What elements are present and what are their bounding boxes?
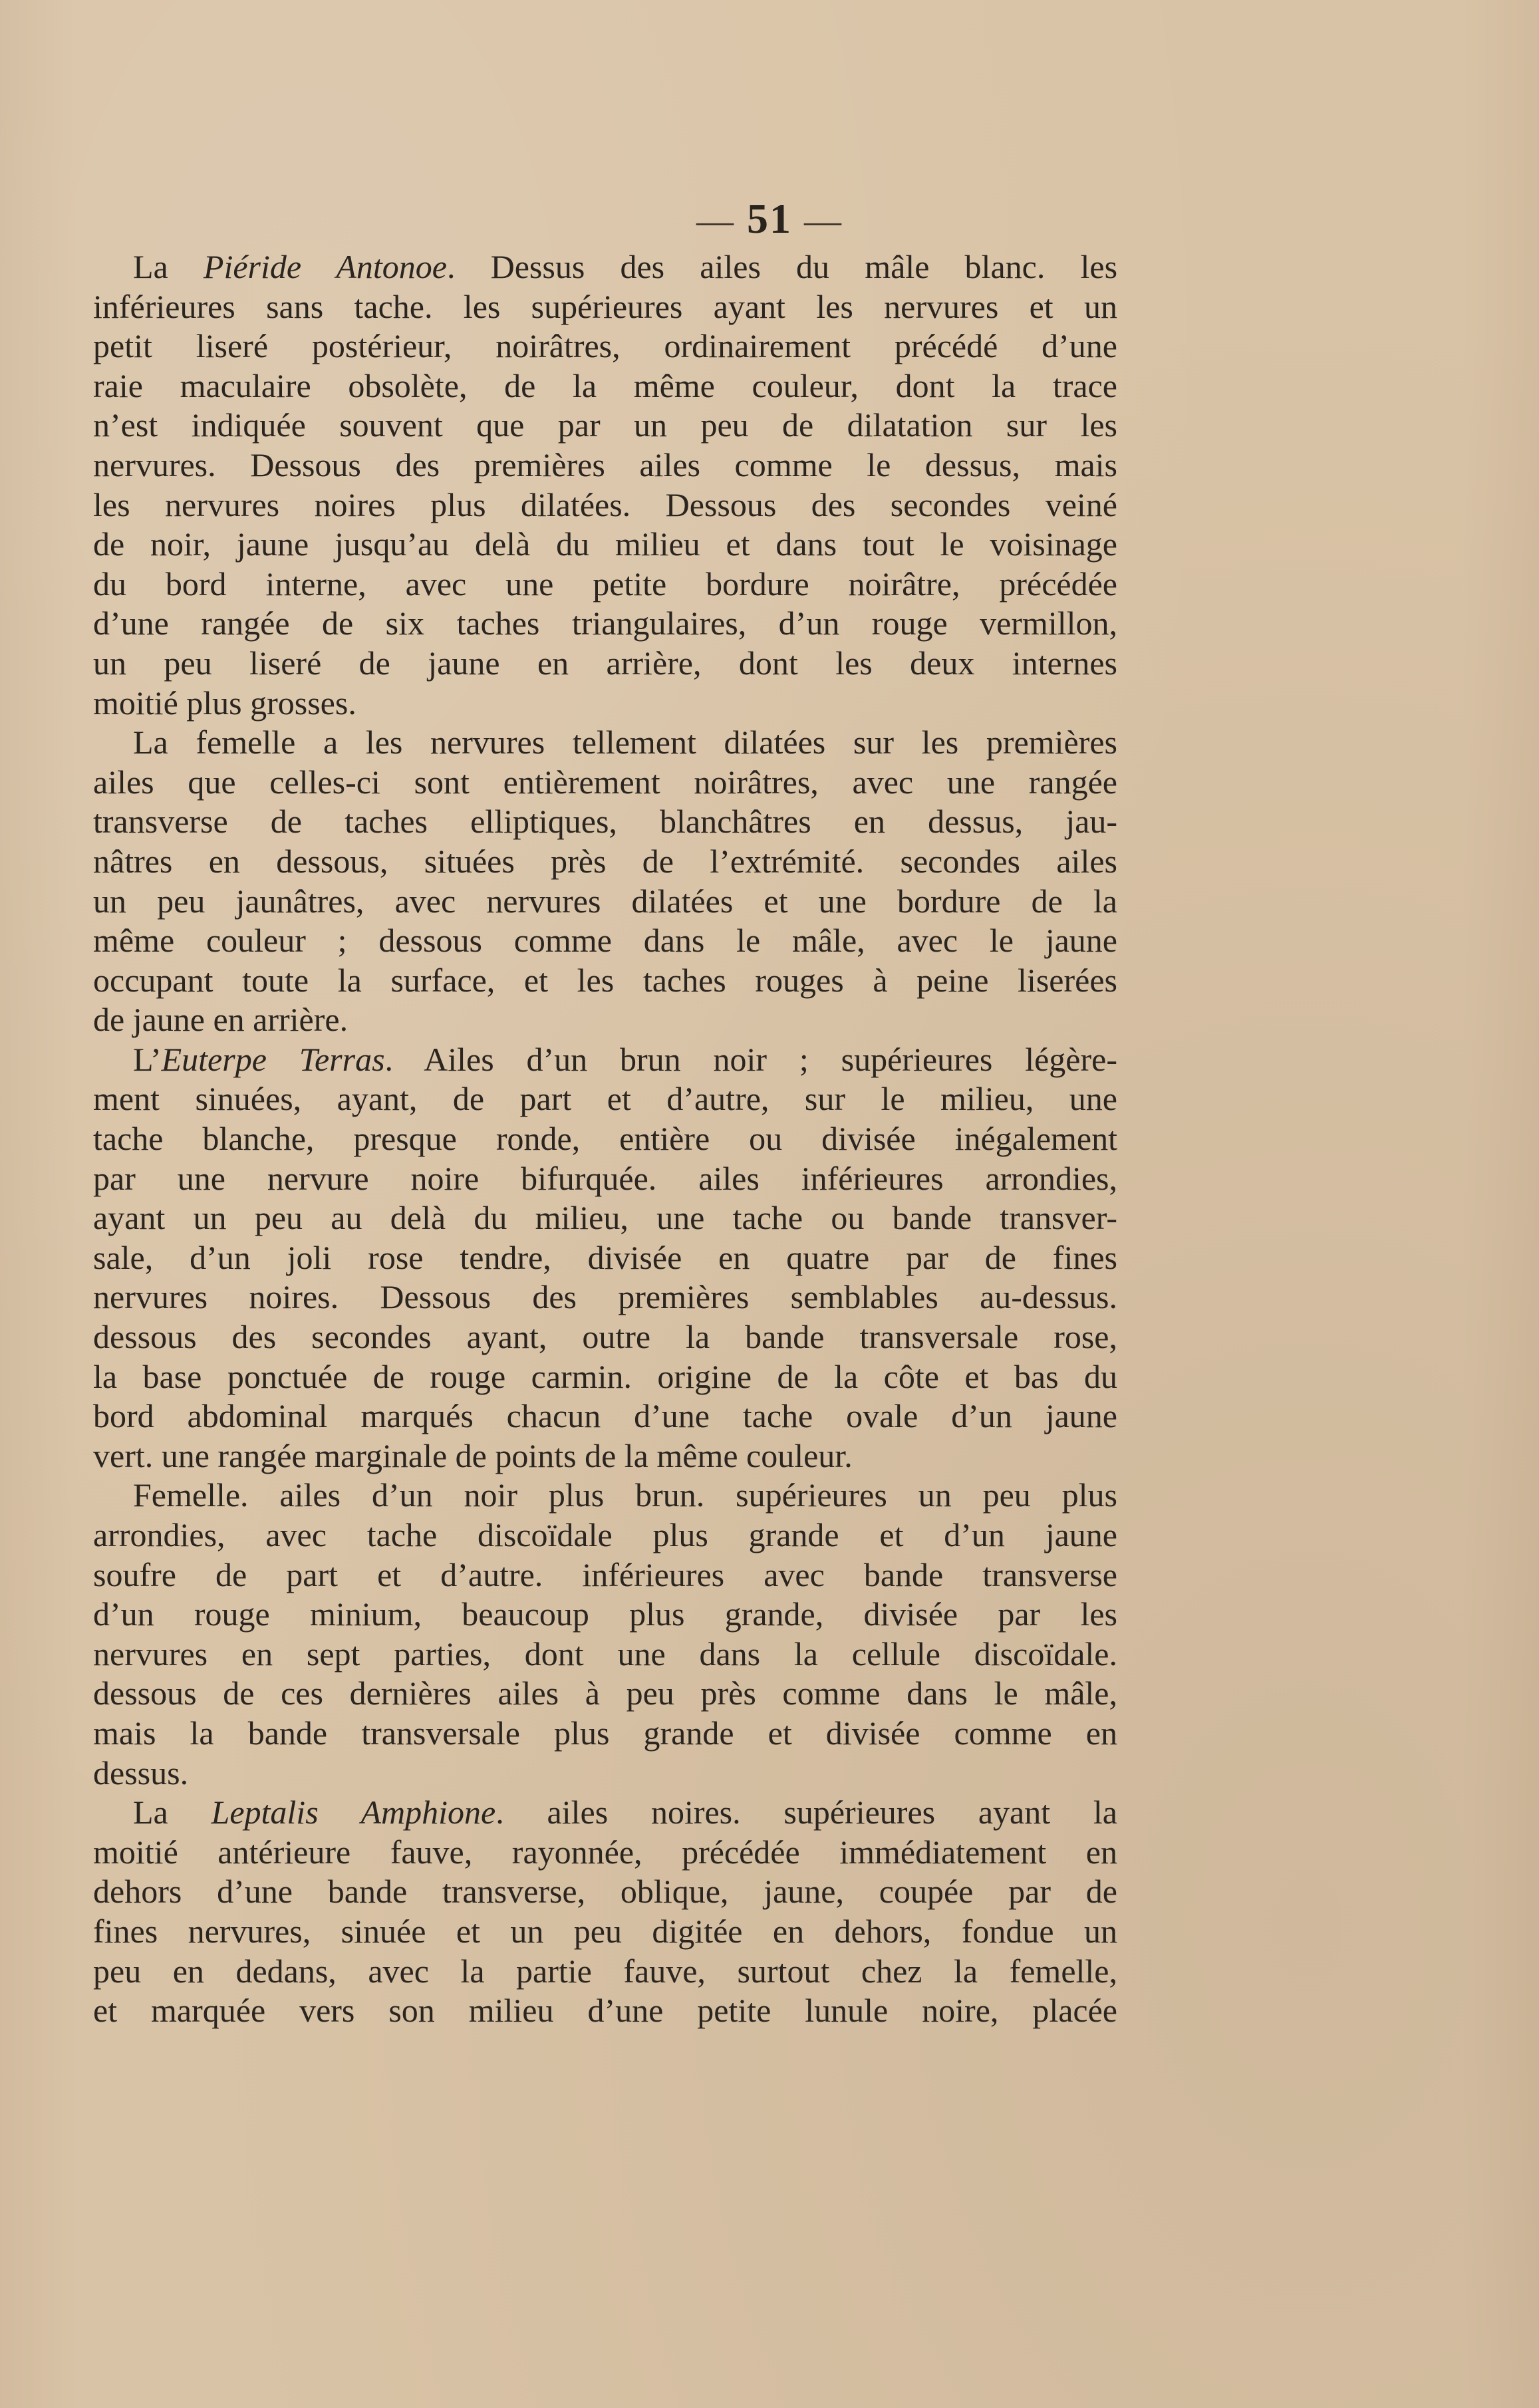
text-line bbox=[93, 1516, 1117, 1555]
text-segment: inférieures sans tache. les supérieures ayant les nervures et un bbox=[93, 287, 1117, 325]
text-segment: occupant toute la surface, et les taches rouges à peine liserées bbox=[93, 961, 1117, 999]
text-segment: d’un rouge minium, beaucoup plus grande, divisée par les bbox=[93, 1595, 1117, 1633]
text-segment: moitié antérieure fauve, rayonnée, précédée immédiatement en bbox=[93, 1833, 1117, 1871]
text-segment: mais la bande transversale plus grande et divisée comme en bbox=[93, 1714, 1117, 1752]
text-line bbox=[93, 1872, 1117, 1912]
text-line bbox=[93, 1317, 1117, 1357]
species-name: Piéride Antonoe bbox=[203, 248, 447, 285]
page-number: 51 bbox=[747, 195, 792, 242]
text-segment: dessous des secondes ayant, outre la bande transversale rose, bbox=[93, 1318, 1117, 1356]
text-segment: sale, d’un joli rose tendre, divisée en quatre par de fines bbox=[93, 1238, 1117, 1276]
text-line bbox=[93, 604, 1117, 644]
text-line bbox=[93, 366, 1117, 406]
text-line bbox=[93, 1674, 1117, 1714]
text-segment: petit liseré postérieur, noirâtres, ordinairement précédé d’une bbox=[93, 327, 1117, 365]
text-line bbox=[93, 1357, 1117, 1397]
text-line bbox=[93, 327, 1117, 366]
text-segment: moitié plus grosses. bbox=[93, 684, 356, 722]
text-line bbox=[93, 1555, 1117, 1595]
text-line bbox=[93, 1714, 1117, 1754]
text-segment: transverse de taches elliptiques, blanchâtres en dessus, jau- bbox=[93, 803, 1117, 841]
text-line bbox=[93, 1238, 1117, 1278]
text-segment: . ailes noires. supérieures ayant la bbox=[495, 1794, 1117, 1831]
text-line bbox=[93, 406, 1117, 446]
text-line bbox=[93, 485, 1117, 525]
text-segment: même couleur ; dessous comme dans le mâle, avec le jaune bbox=[93, 922, 1117, 960]
text-line bbox=[93, 1397, 1117, 1436]
text-line bbox=[93, 921, 1117, 961]
text-segment: du bord interne, avec une petite bordure noirâtre, précédée bbox=[93, 565, 1117, 602]
text-segment: un peu liseré de jaune en arrière, dont les deux internes bbox=[93, 644, 1117, 682]
text-segment: un peu jaunâtres, avec nervures dilatées et une bordure de la bbox=[93, 882, 1117, 920]
page-number-dash-left: — bbox=[696, 200, 735, 241]
text-line bbox=[93, 525, 1117, 565]
text-segment: . Ailes d’un brun noir ; supérieures légère- bbox=[384, 1040, 1117, 1078]
text-segment: ment sinuées, ayant, de part et d’autre, sur le milieu, une bbox=[93, 1080, 1117, 1118]
text-line bbox=[93, 287, 1117, 327]
text-segment: tache blanche, presque ronde, entière ou divisée inégalement bbox=[93, 1120, 1117, 1158]
text-line bbox=[93, 1833, 1117, 1873]
text-segment: . Dessus des ailes du mâle blanc. les bbox=[446, 248, 1117, 285]
text-segment: La bbox=[133, 1794, 211, 1831]
text-line bbox=[93, 961, 1117, 1001]
text-line bbox=[93, 247, 1117, 287]
text-segment: soufre de part et d’autre. inférieures avec bande transverse bbox=[93, 1555, 1117, 1593]
text-segment: la base ponctuée de rouge carmin. origine de la côte et bas du bbox=[93, 1357, 1117, 1395]
page-number-header bbox=[0, 194, 1539, 243]
text-segment: nâtres en dessous, situées près de l’extrémité. secondes ailes bbox=[93, 842, 1117, 880]
text-segment: peu en dedans, avec la partie fauve, surtout chez la femelle, bbox=[93, 1952, 1117, 1990]
text-segment: ayant un peu au delà du milieu, une tache ou bande transver- bbox=[93, 1199, 1117, 1237]
text-segment: dessus. bbox=[93, 1754, 189, 1792]
text-segment: arrondies, avec tache discoïdale plus grande et d’un jaune bbox=[93, 1516, 1117, 1553]
text-line bbox=[93, 1000, 1117, 1040]
text-line bbox=[93, 723, 1117, 763]
text-line bbox=[93, 1595, 1117, 1635]
text-segment: par une nervure noire bifurquée. ailes inférieures arrondies, bbox=[93, 1159, 1117, 1197]
text-segment: et marquée vers son milieu d’une petite lunule noire, placée bbox=[93, 1992, 1117, 2030]
text-line bbox=[93, 1436, 1117, 1476]
species-name: Leptalis Amphione bbox=[211, 1794, 496, 1831]
text-line bbox=[93, 802, 1117, 842]
text-line bbox=[93, 842, 1117, 882]
text-line bbox=[93, 1793, 1117, 1833]
text-line bbox=[93, 882, 1117, 922]
text-segment: n’est indiquée souvent que par un peu de dilatation sur les bbox=[93, 406, 1117, 444]
text-segment: dehors d’une bande transverse, oblique, jaune, coupée par de bbox=[93, 1873, 1117, 1911]
text-segment: fines nervures, sinuée et un peu digitée en dehors, fondue un bbox=[93, 1912, 1117, 1950]
text-segment: nervures. Dessous des premières ailes comme le dessus, mais bbox=[93, 446, 1117, 483]
text-line bbox=[93, 1277, 1117, 1317]
text-line bbox=[93, 1754, 1117, 1794]
page-number-dash-right: — bbox=[804, 200, 843, 241]
text-line bbox=[93, 1040, 1117, 1080]
text-segment: Femelle. ailes d’un noir plus brun. supérieures un peu plus bbox=[133, 1476, 1117, 1514]
text-line bbox=[93, 1198, 1117, 1238]
text-segment: nervures en sept parties, dont une dans la cellule discoïdale. bbox=[93, 1635, 1117, 1672]
text-segment: ailes que celles-ci sont entièrement noirâtres, avec une rangée bbox=[93, 763, 1117, 801]
text-segment: nervures noires. Dessous des premières semblables au-dessus. bbox=[93, 1278, 1117, 1316]
text-line bbox=[93, 1476, 1117, 1516]
text-segment: de noir, jaune jusqu’au delà du milieu et dans tout le voisinage bbox=[93, 525, 1117, 563]
text-line bbox=[93, 1635, 1117, 1674]
text-segment: L’ bbox=[133, 1040, 162, 1078]
text-line bbox=[93, 684, 1117, 724]
text-segment: vert. une rangée marginale de points de la même couleur. bbox=[93, 1436, 853, 1474]
body-text bbox=[93, 247, 1117, 2031]
text-line bbox=[93, 1159, 1117, 1199]
text-segment: bord abdominal marqués chacun d’une tache ovale d’un jaune bbox=[93, 1397, 1117, 1435]
text-line bbox=[93, 763, 1117, 803]
text-line bbox=[93, 446, 1117, 485]
text-line bbox=[93, 1079, 1117, 1119]
text-line bbox=[93, 565, 1117, 604]
text-line bbox=[93, 1952, 1117, 1992]
text-segment: raie maculaire obsolète, de la même couleur, dont la trace bbox=[93, 366, 1117, 404]
text-segment: La bbox=[133, 248, 204, 285]
text-line bbox=[93, 1912, 1117, 1952]
text-segment: dessous de ces dernières ailes à peu près comme dans le mâle, bbox=[93, 1674, 1117, 1712]
species-name: Euterpe Terras bbox=[161, 1040, 385, 1078]
text-line bbox=[93, 1991, 1117, 2031]
text-segment: d’une rangée de six taches triangulaires, d’un rouge vermillon, bbox=[93, 604, 1117, 642]
text-line bbox=[93, 1119, 1117, 1159]
text-segment: La femelle a les nervures tellement dilatées sur les premières bbox=[133, 724, 1117, 761]
text-segment: de jaune en arrière. bbox=[93, 1001, 349, 1039]
text-segment: les nervures noires plus dilatées. Dessous des secondes veiné bbox=[93, 485, 1117, 523]
text-line bbox=[93, 644, 1117, 684]
